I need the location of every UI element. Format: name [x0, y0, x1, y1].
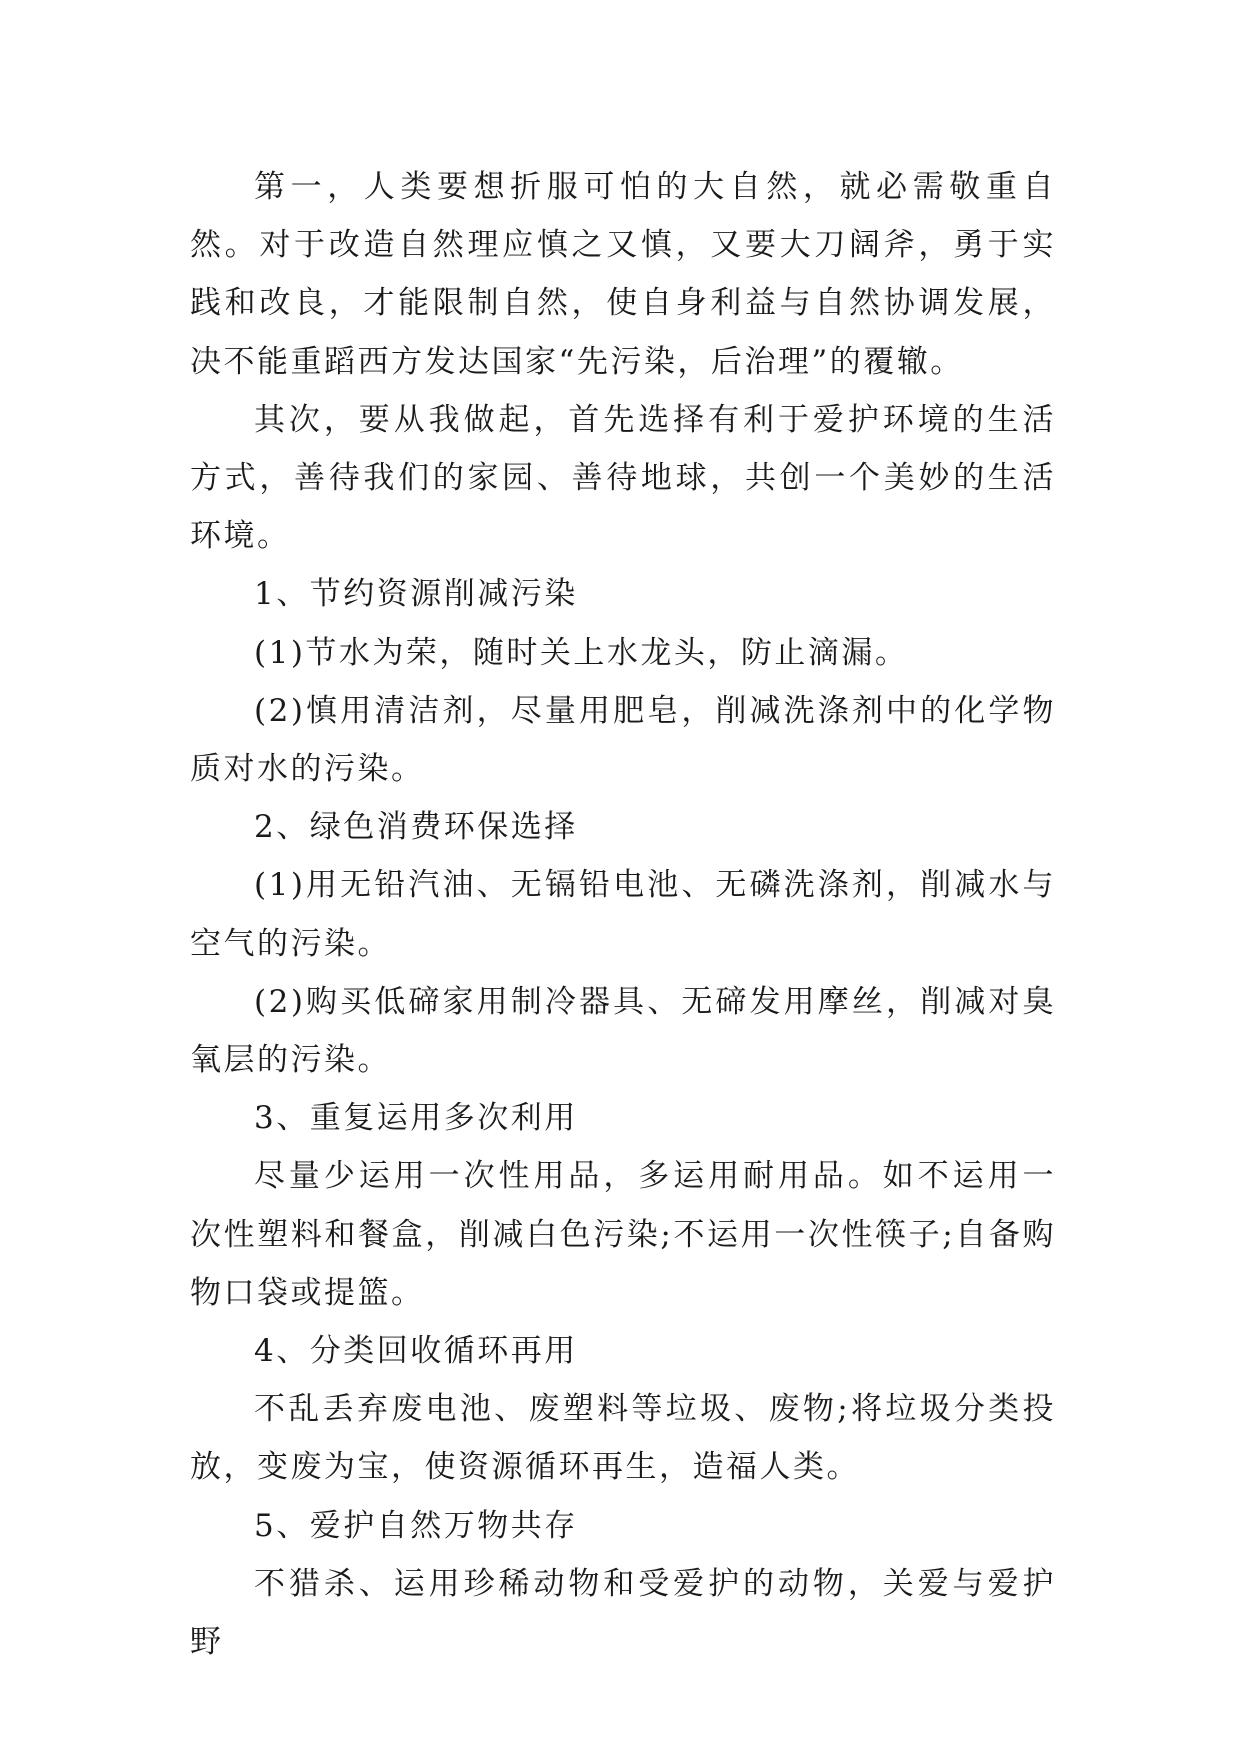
paragraph-respect-nature: 第一，人类要想折服可怕的大自然，就必需敬重自然。对于改造自然理应慎之又慎，又要大刀阔斧，勇于实践和改良，才能限制自然，使自身利益与自然协调发展，决不能重蹈西方发达国家“先污染，后治理”的覆辙。	[190, 169, 1056, 380]
paragraph-recycling: 不乱丢弃废电池、废塑料等垃圾、废物;将垃圾分类投放，变废为宝，使资源循环再生，造福人类。	[190, 1391, 1056, 1486]
heading-reuse: 3、重复运用多次利用	[254, 1100, 578, 1137]
paragraph-reuse: 尽量少运用一次性用品，多运用耐用品。如不运用一次性塑料和餐盒，削减白色污染;不运用一次性筷子;自备购物口袋或提篮。	[190, 1158, 1056, 1311]
paragraph-start-with-self: 其次，要从我做起，首先选择有利于爱护环境的生活方式，善待我们的家园、善待地球，共创一个美妙的生活环境。	[190, 401, 1056, 555]
heading-green-consumption: 2、绿色消费环保选择	[254, 809, 578, 846]
document-body	[190, 158, 1056, 1671]
heading-recycling: 4、分类回收循环再用	[254, 1333, 578, 1370]
heading-save-resources: 1、节约资源削减污染	[254, 576, 578, 613]
heading-protect-nature: 5、爱护自然万物共存	[254, 1507, 578, 1544]
list-item-ozone: (2)购买低碲家用制冷器具、无碲发用摩丝，削减对臭氧层的污染。	[190, 983, 1056, 1079]
paragraph-protect-animals: 不猎杀、运用珍稀动物和受爱护的动物，关爱与爱护野	[190, 1565, 1056, 1661]
list-item-detergent: (2)慎用清洁剂，尽量用肥皂，削减洗涤剂中的化学物质对水的污染。	[190, 692, 1056, 788]
list-item-unleaded: (1)用无铅汽油、无镉铅电池、无磷洗涤剂，削减水与空气的污染。	[190, 867, 1056, 962]
list-item-save-water: (1)节水为荣，随时关上水龙头，防止滴漏。	[254, 634, 909, 671]
